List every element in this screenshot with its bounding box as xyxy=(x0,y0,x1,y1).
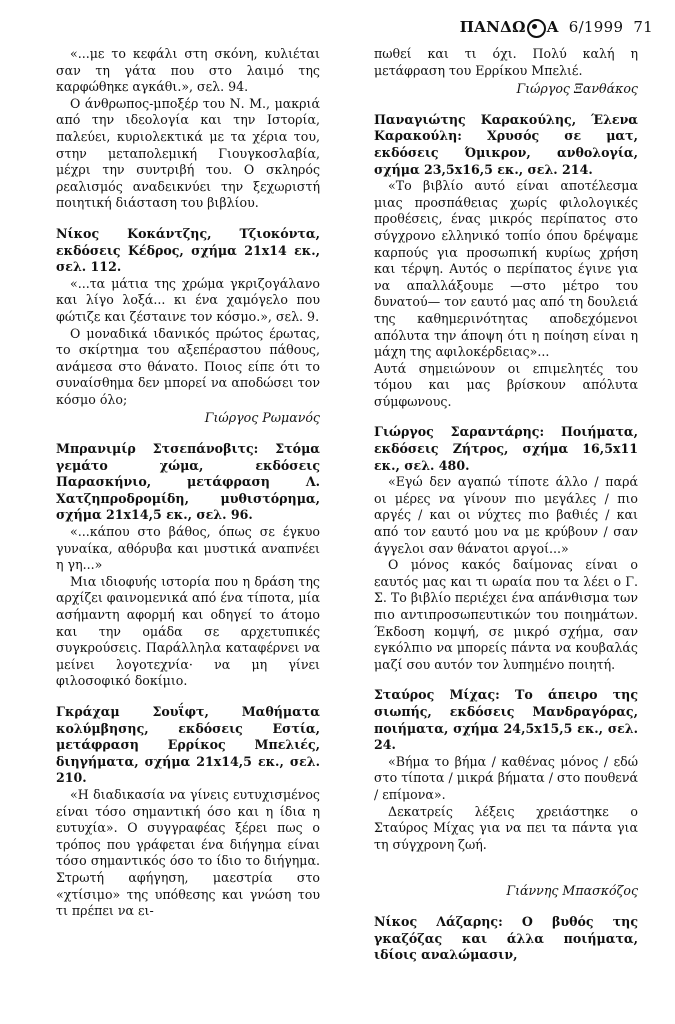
book-entry-title: Νίκος Λάζαρης: Ο βυθός της γκαζόζας και άλλα ποιήματα, ιδίοις αναλώμασιν, xyxy=(374,913,638,963)
review-paragraph: Ο μόνος κακός δαίμονας είναι ο εαυτός μας και τι ωραία που τα λέει ο Γ. Σ. Το βιβλίο περιέχει ένα απάνθισμα των πιο αντιπροσωπευτικών του ποιημάτων. Έκδοση κομψή, σε μικρό σχήμα, σαν εγκόλπιο να μπορείς πάντα να κουβαλάς μαζί σου αυτόν τον λυπημένο ποιητή. xyxy=(374,557,638,672)
quote-paragraph: «...κάπου στο βάθος, όπως σε έγκυο γυναίκα, αθόρυβα και μυστικά αναπνέει η γη...» xyxy=(56,524,320,573)
review-paragraph: Δεκατρείς λέξεις χρειάστηκε ο Σταύρος Μίχας για να πει τα πάντα για τη σύγχρονη ζωή. xyxy=(374,803,638,852)
reviewer-signature: Γιάννης Μπασκόζος xyxy=(506,883,638,899)
logo-text-left: ΠΑΝΔΩ xyxy=(459,18,526,36)
review-paragraph: Ο μοναδικά ιδανικός πρώτος έρωτας, το σκίρτημα του αξεπέραστου πάθους, ανάμεσα στο θάνατο. Ποιος είπε ότι το συναίσθημα δεν μπορεί να αποδώσει τον κόσμο όλο; xyxy=(56,325,320,407)
book-entry-title: Παναγιώτης Καρακούλης, Έλενα Καρακούλη: Χρυσός σε ματ, εκδόσεις Όμικρον, ανθολογία, σχήμα 23,5x16,5 εκ., σελ. 214. xyxy=(374,111,638,177)
review-paragraph: Αυτά σημειώνουν οι επιμελητές του τόμου και μας βρίσκουν απόλυτα σύμφωνους. xyxy=(374,360,638,409)
quote-paragraph: «...τα μάτια της χρώμα γκριζογάλανο και λίγο λοξά... κι ένα χαμόγελο που φώτιζε και ζέσταινε τον κόσμο.», σελ. 9. xyxy=(56,275,320,324)
book-entry-title: Γιώργος Σαραντάρης: Ποιήματα, εκδόσεις Ζήτρος, σχήμα 16,5x11 εκ., σελ. 480. xyxy=(374,424,638,473)
review-paragraph: Ο άνθρωπος-μποξέρ του Ν. Μ., μακριά από την ιδεολογία και την Ιστορία, παλεύει, κυριολεκτικά με τα χέρια του, στην μεταπολεμική Γιουγκοσλαβία, μέχρι την συντριβή του. Ο σκληρός ρεαλισμός αναδεικνύει την ξεχωριστή ποιητική διάσταση του βιβλίου. xyxy=(56,95,320,211)
reviewer-signature: Γιώργος Ξανθάκος xyxy=(516,81,638,97)
quote-paragraph: «Το βιβλίο αυτό είναι αποτέλεσμα μιας προσπάθειας χωρίς φιλολογικές προθέσεις, ένας μικρός περίπατος στο σύγχρονο ελληνικό τοπίο όπου δρέψαμε καρπούς για προσωπική κυρίως χρήση και τέρψη. Αυτός ο περίπατος έγινε για να απαλλάξουμε —στο μέτρο του δυνατού— τον εαυτό μας από τη δουλειά της καθημερινότητας αποδεχόμενοι απόλυτα την άποψη ότι η ποίηση είναι η μάχη της αφιλοκέρδειας»... xyxy=(374,178,638,360)
book-entry-title: Γκράχαμ Σουΐφτ, Μαθήματα κολύμβησης, εκδόσεις Εστία, μετάφραση Ερρίκος Μπελιές, διηγήματα, σχήμα 21x14,5 εκ., σελ. 210. xyxy=(56,703,320,786)
text-columns xyxy=(56,46,638,1006)
spacer xyxy=(374,853,638,881)
logo-circle-icon xyxy=(527,19,546,38)
book-entry-title: Νίκος Κοκάντζης, Τζιοκόντα, εκδόσεις Κέδρος, σχήμα 21x14 εκ., σελ. 112. xyxy=(56,225,320,275)
review-paragraph: Μια ιδιοφυής ιστορία που η δράση της αρχίζει φαινομενικά από ένα τίποτα, μία ασήμαντη αφορμή και οδηγεί το άτομο και την ομάδα σε αρχετυπικές συγκρούσεις. Παράλληλα καταφέρνει να μείνει λογοτεχνία· να μη γίνει φιλοσοφικό δοκίμιο. xyxy=(56,573,320,689)
left-column xyxy=(56,46,320,1006)
logo-text-right: Α xyxy=(546,18,559,36)
right-column xyxy=(374,46,638,1006)
book-entry-title: Σταύρος Μίχας: Το άπειρο της σιωπής, εκδόσεις Μανδραγόρας, ποιήματα, σχήμα 24,5x15,5 εκ., σελ. 24. xyxy=(374,687,638,753)
page-number: 71 xyxy=(633,18,653,36)
magazine-logo xyxy=(460,18,559,37)
issue-number: 6/1999 xyxy=(568,18,624,36)
review-paragraph-continued: πωθεί και τι όχι. Πολύ καλή η μετάφραση του Ερρίκου Μπελιέ. xyxy=(374,46,638,78)
quote-paragraph: «Εγώ δεν αγαπώ τίποτε άλλο / παρά οι μέρες να γίνουν πιο μεγάλες / πιο αργές / και οι νύχτες πιο βαθιές / και από τον εαυτό μου να με κρύβουν / σαν άγγελοι σαν θάνατοι αργοί...» xyxy=(374,474,638,556)
review-paragraph: «Η διαδικασία να γίνεις ευτυχισμένος είναι τόσο σημαντική όσο και η ίδια η ευτυχία». Ο συγγραφέας ξέρει πως ο τρόπος που γράφεται ένα διήγημα είναι τόσο σημαντικός όσο το ίδιο το διήγημα. Στρωτή αφήγηση, μαεστρία στο «χτίσιμο» της υπόθεσης και γνώση του τι πρέπει να ει- xyxy=(56,786,320,919)
quote-paragraph: «...με το κεφάλι στη σκόνη, κυλιέται σαν τη γάτα που στο λαιμό της καρφώθηκε αγκάθι.», σελ. 94. xyxy=(56,46,320,95)
quote-paragraph: «Βήμα το βήμα / καθένας μόνος / εδώ στο τίποτα / μικρά βήματα / στο πουθενά / επίμονα». xyxy=(374,753,638,802)
page-header xyxy=(22,14,653,40)
reviewer-signature: Γιώργος Ρωμανός xyxy=(204,410,320,426)
book-entry-title: Μπρανιμίρ Στσεπάνοβιτς: Στόμα γεμάτο χώμα, εκδόσεις Παρασκήνιο, μετάφραση Λ. Χατζηπροδρομίδη, μυθιστόρημα, σχήμα 21x14,5 εκ., σελ. 96. xyxy=(56,441,320,523)
